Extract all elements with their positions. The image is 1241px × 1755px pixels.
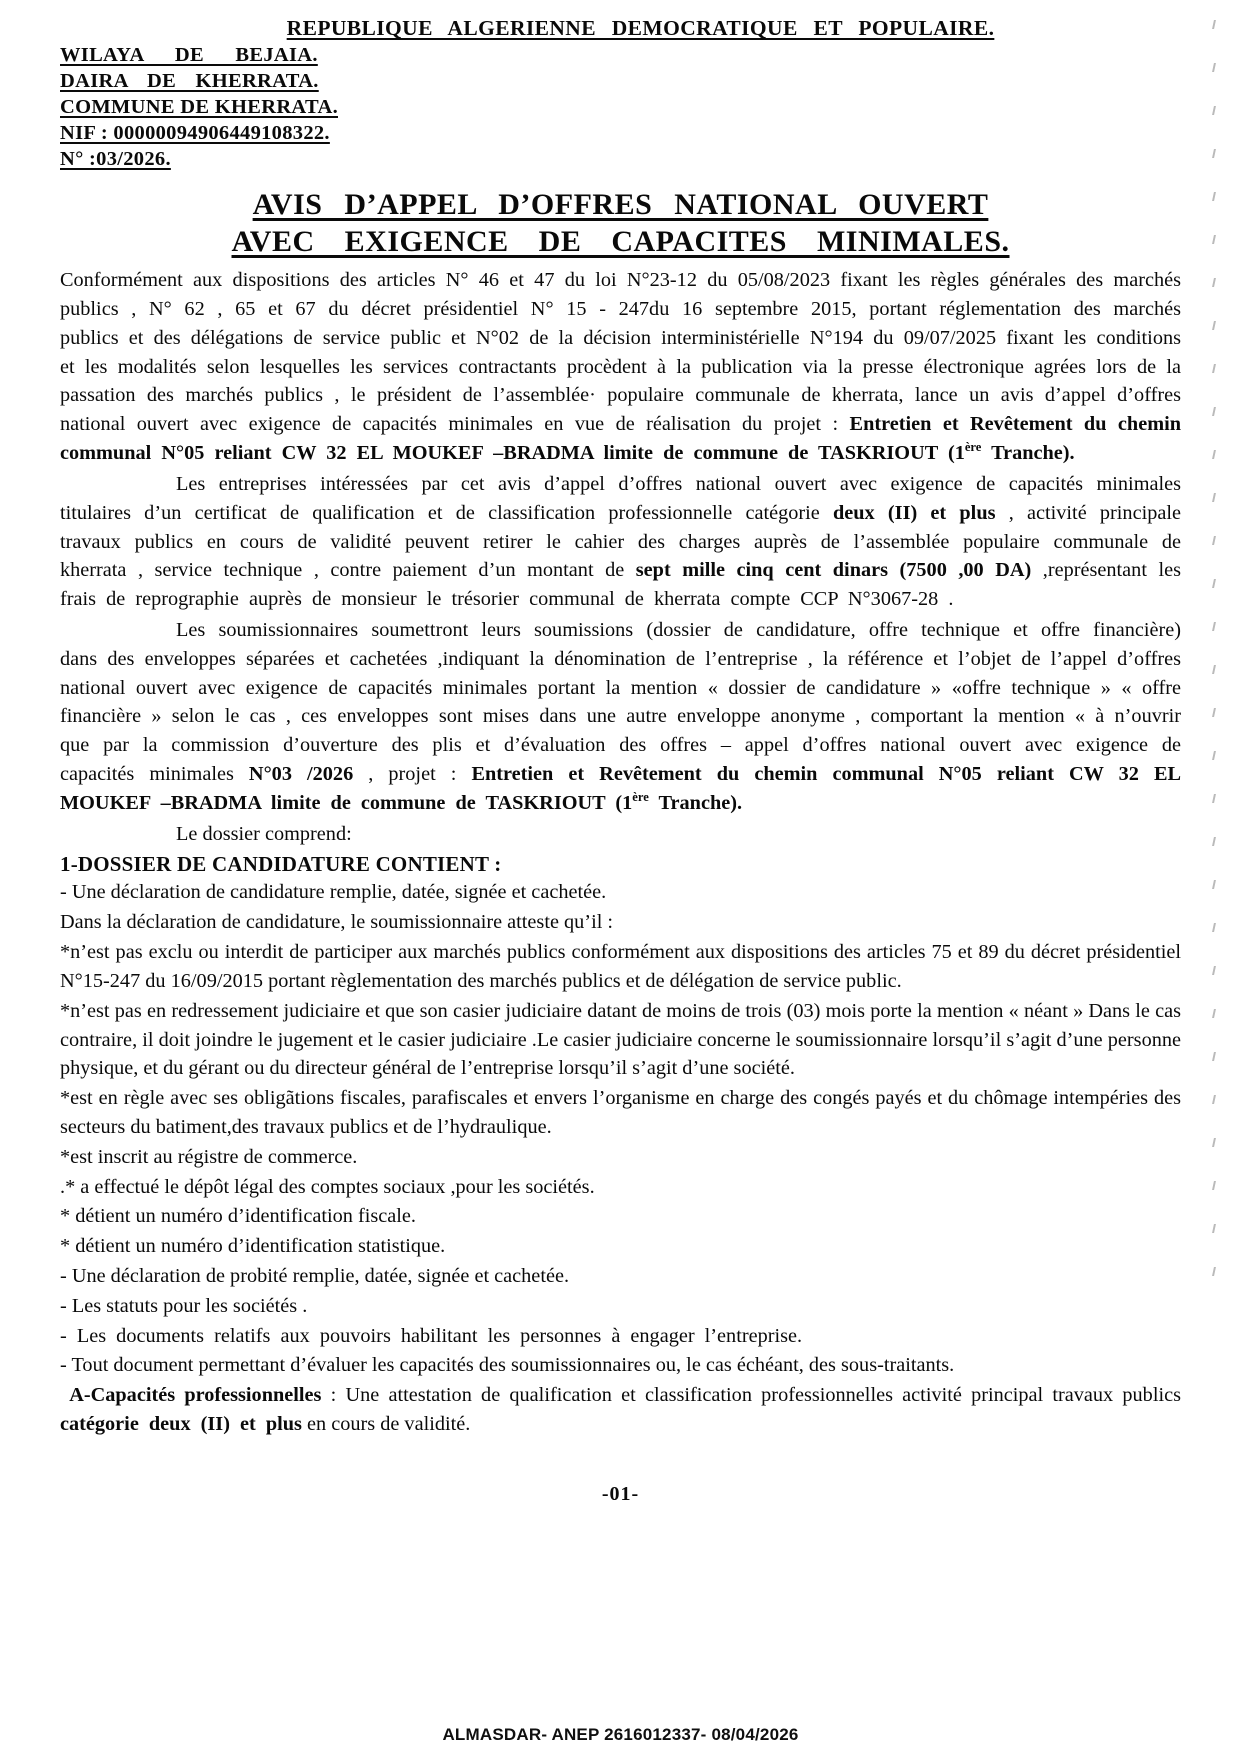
submission-text-a: Les soumissionnaires soumettront leurs soumissions (dossier de candidature, offre technique et offre financière) dans des enveloppes séparées et cachetées ,indiquant la dénomination de l’entreprise , la référence et l’objet de l’appel d’offres national ouvert avec exigence de capacités minimales portant la mention « dossier de candidature » «offre technique » « offre financière » selon le cas , ces enveloppes sont mises dans une autre enveloppe anonyme , comportant la mention « à n’ouvrir que par la commission d’ouverture des plis et d’évaluation des offres – appel d’offres national ouvert avec exigence de capacités minimales: [60, 618, 1181, 785]
list-item: *est en règle avec ses obligãtions fiscales, parafiscales et envers l’organisme en charge des congés payés et du chômage intempéries des secteurs du batiment,des travaux publics et de l’hydraulique.: [60, 1087, 1181, 1138]
project-title-2: Entretien et Revêtement du chemin communal N°05 reliant CW 32 EL MOUKEF –BRADMA limite de commune de TASKRIOUT (1: [60, 763, 1182, 814]
header-commune: COMMUNE DE KHERRATA.: [60, 96, 338, 118]
list-item: * détient un numéro d’identification fiscale.: [60, 1205, 416, 1228]
page-title: [60, 187, 1181, 260]
page-number: -01-: [601, 1482, 640, 1505]
capacity-professional-text-b: en cours de validité.: [301, 1413, 471, 1436]
list-item: - Une déclaration de probité remplie, datée, signée et cachetée.: [60, 1265, 570, 1287]
list-item: Dans la déclaration de candidature, le soumissionnaire atteste qu’il :: [60, 911, 614, 934]
header-reference-number: N° :03/2026.: [60, 148, 171, 170]
list-item: - Les statuts pour les sociétés .: [60, 1294, 308, 1317]
project-title-2-end: Tranche).: [648, 791, 743, 814]
header-daira: DAIRA DE KHERRATA.: [60, 70, 319, 92]
eligibility-text-a: Les entreprises intéressées par cet avis d’appel d’offres national ouvert avec exigence de capacités minimales titulaires d’un certificat de qualification et de classification professionnelle catégorie: [60, 472, 1181, 524]
capacity-professional-label: A-Capacités professionnelles: [69, 1384, 322, 1407]
list-item: - Les documents relatifs aux pouvoirs habilitant les personnes à engager l’entreprise.: [60, 1324, 803, 1347]
anep-reference: ALMASDAR- ANEP 2616012337- 08/04/2026: [442, 1725, 799, 1744]
anep-footer-bar: [0, 1715, 1241, 1755]
paragraph-legal-basis: [60, 266, 1181, 468]
list-item: * détient un numéro d’identification statistique.: [60, 1235, 446, 1258]
list-item: *n’est pas exclu ou interdit de participer aux marchés publics conformément aux dispositions des articles 75 et 89 du décret présidentiel N°15-247 du 16/09/2015 portant règlementation des marchés publics et de délégation de service public.: [60, 941, 1181, 992]
eligibility-text-b: , activité principale travaux publics en cours de validité peuvent retirer le cahier des charges auprès de l’assemblée populaire communale de kherrata , service technique , contre paiement d’un montant de: [60, 501, 1181, 582]
eligibility-text-c: ,représentant les frais de reprographie auprès de monsieur le trésorier communal de kherrata compte CCP N°3067-28 .: [60, 559, 1181, 611]
project-ordinal-2: ère: [632, 790, 649, 805]
list-item: - Tout document permettant d’évaluer les capacités des soumissionnaires ou, le cas échéant, des sous-traitants.: [60, 1354, 955, 1377]
header-nif: NIF : 00000094906449108322.: [60, 122, 330, 144]
header-republic: REPUBLIQUE ALGERIENNE DEMOCRATIQUE ET POPULAIRE.: [286, 16, 995, 40]
list-item: *est inscrit au régistre de commerce.: [60, 1145, 358, 1168]
title-line-2: AVEC EXIGENCE DE CAPACITES MINIMALES.: [231, 224, 1010, 258]
section-heading-dossier-candidature: 1-DOSSIER DE CANDIDATURE CONTIENT :: [60, 852, 502, 877]
scan-artifacts: [1213, 20, 1223, 1520]
header-wilaya: WILAYA DE BEJAIA.: [60, 44, 318, 66]
dossier-intro: Le dossier comprend:: [176, 822, 352, 845]
category-requirement: deux (II) et plus: [833, 501, 1009, 524]
dossier-item-list: [60, 878, 1181, 1380]
paragraph-legal-basis-text: Conformément aux dispositions des articles N° 46 et 47 du loi N°23-12 du 05/08/2023 fixant les règles générales des marchés publics , N° 62 , 65 et 67 du décret présidentiel N° 15 - 247du 16 septembre 2015, portant réglementation des marchés publics et des délégations de service public et N°02 de la décision interministérielle N°194 du 09/07/2025 fixant les conditions et les modalités selon lesquelles les services contractants procèdent à la publication via la presse électronique agrées lors de la passation des marchés publics , le président de l’assemblée· populaire communale de kherrata, lance un avis d’appel d’offres national ouvert avec exigence de capacités minimales en vue de réalisation du projet :: [60, 269, 1181, 436]
capacity-professional-text-a: : Une attestation de qualification et classification professionnelles activité principal travaux publics: [321, 1384, 1181, 1407]
paragraph-submission: [60, 616, 1181, 818]
tender-reference: N°03 /2026: [248, 763, 354, 785]
submission-text-b: , projet :: [353, 763, 472, 785]
document-header: [60, 16, 1181, 171]
capacity-professional-entry: [60, 1381, 1181, 1439]
list-item: - Une déclaration de candidature remplie, datée, signée et cachetée.: [60, 881, 607, 904]
list-item: .* a effectué le dépôt légal des comptes sociaux ,pour les sociétés.: [60, 1175, 595, 1198]
project-title-1: Entretien et Revêtement du chemin communal N°05 reliant CW 32 EL MOUKEF –BRADMA limite de commune de TASKRIOUT (1: [60, 413, 1182, 465]
list-item: *n’est pas en redressement judiciaire et que son casier judiciaire datant de moins de trois (03) mois porte la mention « néant » Dans le cas contraire, il doit joindre le jugement et le casier judiciaire .Le casier judiciaire concerne le soumissionnaire lorsqu’il s’agit d’une personne physique, et du gérant ou du directeur général de l’entreprise lorsqu’il s’agit d’une société.: [60, 999, 1181, 1080]
project-ordinal-1: ère: [964, 440, 982, 455]
capacity-category: catégorie deux (II) et plus: [60, 1413, 302, 1436]
paragraph-eligibility: [60, 470, 1181, 614]
title-line-1: AVIS D’APPEL D’OFFRES NATIONAL OUVERT: [252, 188, 989, 221]
project-title-1-end: Tranche).: [981, 442, 1075, 465]
fee-amount: sept mille cinq cent dinars (7500 ,00 DA): [635, 559, 1032, 582]
